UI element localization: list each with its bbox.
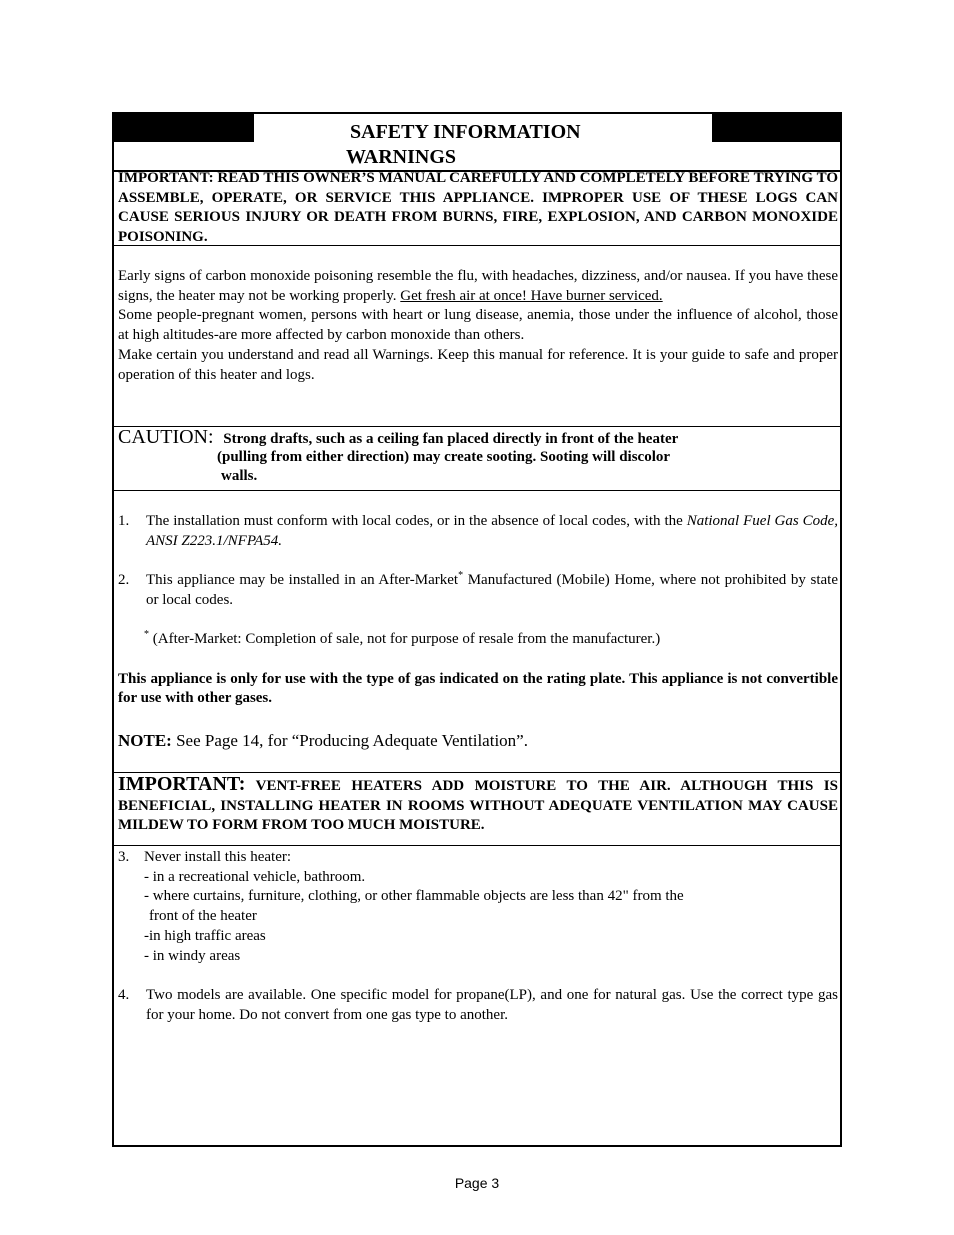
header-black-bar-right <box>712 114 840 142</box>
safety-frame <box>112 112 842 1147</box>
item-1-code-reference: National Fuel Gas Code, ANSI Z223.1/NFPA54. <box>146 513 839 549</box>
item-number: 2. <box>118 572 130 589</box>
list-item <box>118 986 838 1025</box>
title-line-2: WARNINGS <box>346 146 457 168</box>
gas-type-note: This appliance is only for use with the type of gas indicated on the rating plate. This appliance is not convertible for use with other gases. <box>118 670 838 707</box>
title-line-1: SAFETY INFORMATION <box>350 121 581 143</box>
section-header <box>114 114 840 172</box>
caution-line-1: Strong drafts, such as a ceiling fan placed directly in front of the heater <box>223 431 679 447</box>
item-3-bullet: -in high traffic areas <box>144 927 266 944</box>
item-1-text: The installation must conform with local codes, or in the absence of local codes, with the <box>146 513 687 529</box>
asterisk-marker: * <box>144 628 149 640</box>
important-label: IMPORTANT: <box>118 773 246 795</box>
caution-label: CAUTION: <box>118 426 214 448</box>
item-2-text-b: Manufactured (Mobile) Home, where not prohibited by state or local codes. <box>146 572 838 609</box>
fresh-air-warning: Get fresh air at once! Have burner serviced. <box>400 287 663 304</box>
item-number: 1. <box>118 513 130 529</box>
after-market-footnote <box>118 630 838 650</box>
divider <box>114 490 840 491</box>
item-number: 4. <box>118 987 130 1004</box>
page-number: Page 3 <box>454 1175 500 1191</box>
item-3-heading: Never install this heater: <box>144 849 292 865</box>
co-paragraph-3: Make certain you understand and read all Warnings. Keep this manual for reference. It is your guide to safe and proper operation of this heater and logs. <box>118 346 838 383</box>
list-item <box>118 571 838 610</box>
caution-line-2: (pulling from either direction) may create sooting. Sooting will discolor <box>217 448 671 465</box>
install-items-block-2 <box>118 848 838 1026</box>
moisture-warning-text: VENT-FREE HEATERS ADD MOISTURE TO THE AIR. ALTHOUGH THIS IS BENEFICIAL, INSTALLING HEATER IN ROOMS WITHOUT ADEQUATE VENTILATION MAY CAUSE MILDEW TO FORM FROM TOO MUCH MOISTURE. <box>118 778 838 834</box>
item-3-bullet: - in windy areas <box>144 947 241 964</box>
divider <box>114 426 840 427</box>
item-3-bullet-cont: front of the heater <box>149 908 257 925</box>
caution-line-3: walls. <box>221 468 258 485</box>
note-label: NOTE: <box>118 730 172 750</box>
list-item <box>118 848 838 966</box>
item-4-text: Two models are available. One specific model for propane(LP), and one for natural gas. Use the correct type gas for your home. Do not convert from one gas type to another. <box>146 987 838 1023</box>
note-text: See Page 14, for “Producing Adequate Ventilation”. <box>171 730 528 750</box>
item-2-text-a: This appliance may be installed in an After-Market <box>146 572 459 589</box>
item-number: 3. <box>118 849 130 865</box>
install-items-block <box>118 512 838 751</box>
footnote-text: (After-Market: Completion of sale, not for purpose of resale from the manufacturer.) <box>149 630 661 647</box>
header-black-bar-left <box>114 114 254 142</box>
section-title <box>346 120 581 170</box>
item-3-bullet: - in a recreational vehicle, bathroom. <box>144 868 366 885</box>
co-paragraph-1: Early signs of carbon monoxide poisoning resemble the flu, with headaches, dizziness, and/or nausea. If you have these signs, the heater may not be working properly. <box>118 268 838 304</box>
caution-block <box>118 428 838 487</box>
asterisk-marker: * <box>458 570 464 582</box>
item-3-bullet: - where curtains, furniture, clothing, or other flammable objects are less than 42" from the <box>144 888 684 905</box>
co-poisoning-block <box>118 267 838 385</box>
list-item <box>118 512 838 551</box>
ventilation-note <box>118 731 838 751</box>
divider <box>114 245 840 246</box>
moisture-warning <box>118 775 838 836</box>
divider <box>114 845 840 846</box>
co-paragraph-2: Some people-pregnant women, persons with heart or lung disease, anemia, those under the influence of alcohol, those at high altitudes-are more affected by carbon monoxide than others. <box>118 307 838 344</box>
important-read-warning: IMPORTANT: READ THIS OWNER’S MANUAL CAREFULLY AND COMPLETELY BEFORE TRYING TO ASSEMBLE, OPERATE, OR SERVICE THIS APPLIANCE. IMPROPER USE OF THESE LOGS CAN CAUSE SERIOUS INJURY OR DEATH FROM BURNS, FIRE, EXPLOSION, AND CARBON MONOXIDE POISONING. <box>118 170 838 246</box>
